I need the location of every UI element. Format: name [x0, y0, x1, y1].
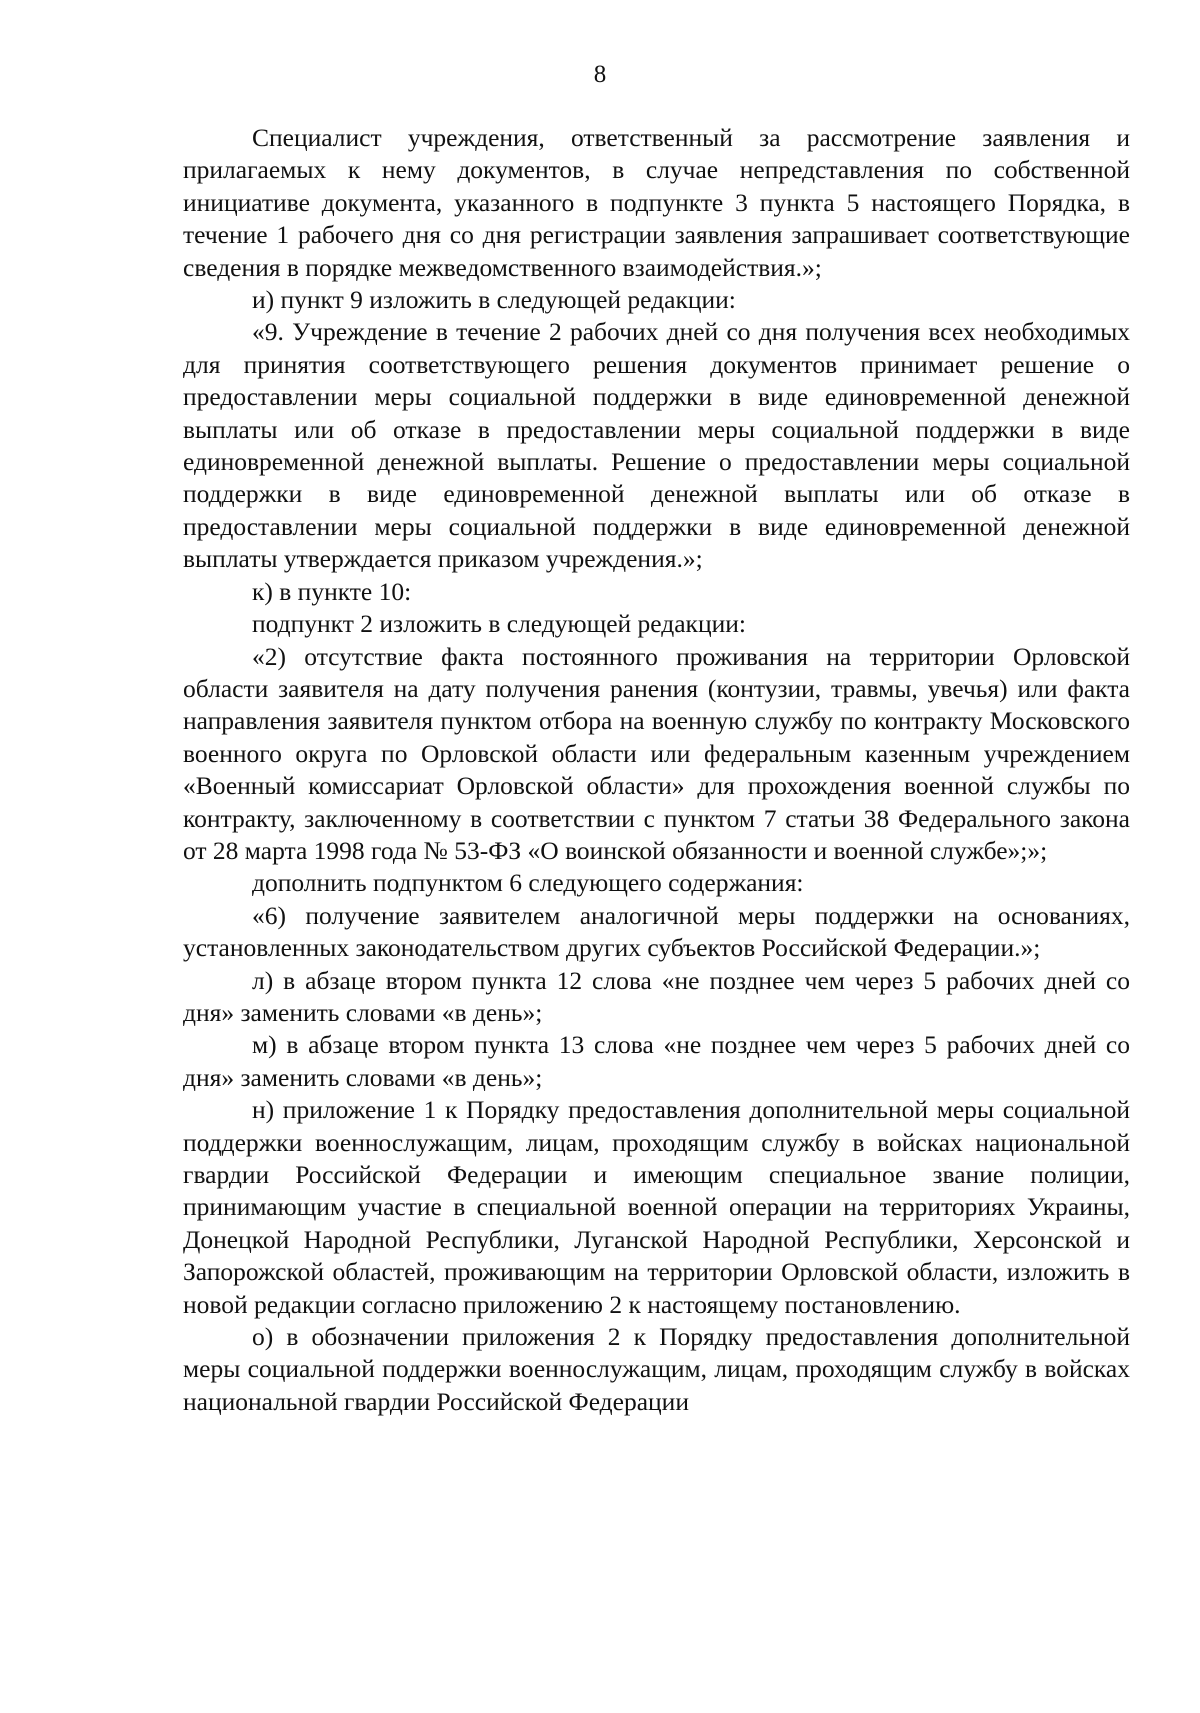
- paragraph-subpoint-2-intro: подпункт 2 изложить в следующей редакции:: [252, 609, 746, 639]
- paragraph-item-i: и) пункт 9 изложить в следующей редакции:: [252, 285, 736, 315]
- paragraph-item-o: о) в обозначении приложения 2 к Порядку предоставления дополнительной меры социальной поддержки военнослужащим, лицам, проходящим службу в войсках национальной гвардии Российской Федерации: [183, 1322, 1130, 1416]
- paragraph-subpoint-6: «6) получение заявителем аналогичной меры поддержки на основаниях, установленных законодательством других субъектов Российской Федерации.»;: [183, 900, 1130, 963]
- paragraph-point-9: «9. Учреждение в течение 2 рабочих дней со дня получения всех необходимых для принятия соответствующего решения документов принимает решение о предоставлении меры социальной поддержки в виде единовременной денежной выплаты или об отказе в предоставлении меры социальной поддержки в виде единовременной денежной выплаты. Решение о предоставлении меры социальной поддержки в виде единовременной денежной выплаты или об отказе в предоставлении меры социальной поддержки в виде единовременной денежной выплаты утверждается приказом учреждения.»;: [183, 317, 1130, 574]
- paragraph-item-n: н) приложение 1 к Порядку предоставления дополнительной меры социальной поддержки военнослужащим, лицам, проходящим службу в войсках национальной гвардии Российской Федерации и имеющим специальное звание полиции, принимающим участие в специальной военной операции на территориях Украины, Донецкой Народной Республики, Луганской Народной Республики, Херсонской и Запорожской областей, проживающим на территории Орловской области, изложить в новой редакции согласно приложению 2 к настоящему постановлению.: [183, 1095, 1130, 1319]
- page-number: 8: [593, 61, 607, 88]
- paragraph-item-m: м) в абзаце втором пункта 13 слова «не позднее чем через 5 рабочих дней со дня» заменить словами «в день»;: [183, 1030, 1130, 1092]
- paragraph-item-k: к) в пункте 10:: [252, 576, 412, 606]
- document-body: [183, 122, 1130, 1418]
- paragraph-item-l: л) в абзаце втором пункта 12 слова «не позднее чем через 5 рабочих дней со дня» заменить словами «в день»;: [183, 965, 1130, 1027]
- paragraph-specialist: Специалист учреждения, ответственный за рассмотрение заявления и прилагаемых к нему документов, в случае непредставления по собственной инициативе документа, указанного в подпункте 3 пункта 5 настоящего Порядка, в течение 1 рабочего дня со дня регистрации заявления запрашивает соответствующие сведения в порядке межведомственного взаимодействия.»;: [183, 123, 1130, 282]
- paragraph-subpoint-6-intro: дополнить подпунктом 6 следующего содержания:: [252, 868, 804, 898]
- paragraph-subpoint-2: «2) отсутствие факта постоянного проживания на территории Орловской области заявителя на дату получения ранения (контузии, травмы, увечья) или факта направления заявителя пунктом отбора на военную службу по контракту Московского военного округа по Орловской области или федеральным казенным учреждением «Военный комиссариат Орловской области» для прохождения военной службы по контракту, заключенному в соответствии с пунктом 7 статьи 38 Федерального закона от 28 марта 1998 года № 53-ФЗ «О воинской обязанности и военной службе»;»;: [183, 641, 1130, 865]
